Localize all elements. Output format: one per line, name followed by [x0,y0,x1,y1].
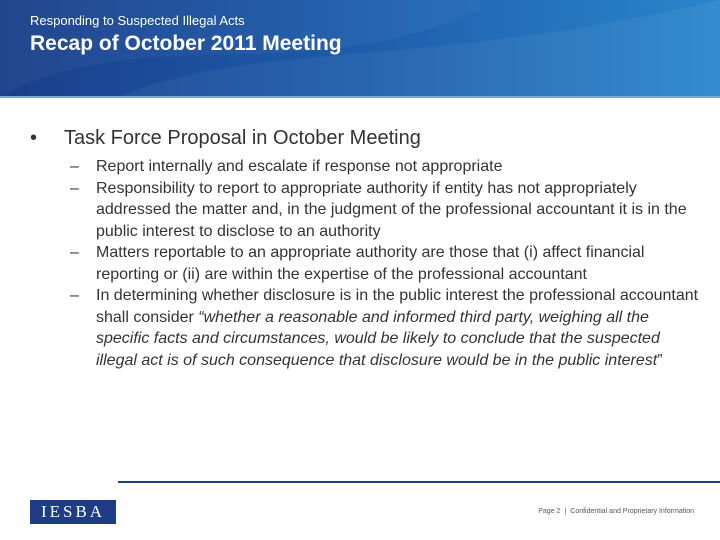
sub-bullet-list [30,156,700,371]
dash-icon: – [70,158,79,175]
list-item-text: In determining whether disclosure is in the public interest the professional accountant shall consider [96,287,699,326]
bullet-dot-icon: • [30,127,38,149]
footer-info [538,508,694,515]
main-bullet [30,124,700,152]
dash-icon: – [70,244,79,261]
list-item-text: Report internally and escalate if response not appropriate [96,158,503,175]
quoted-text: “whether a reasonable and informed third party, weighing all the specific facts and circumstances, would be likely to conclude that the suspected illegal act is of such consequence that disclosure would be in the public interest [96,308,660,369]
footer-divider [118,481,720,483]
slide-header [0,0,720,96]
list-item [30,156,700,178]
footer-separator: | [564,508,567,515]
confidential-notice: Confidential and Proprietary Information [570,508,694,515]
dash-icon: – [70,287,79,304]
list-item-text: Matters reportable to an appropriate authority are those that (i) affect financial reporting or (ii) are within the expertise of the professional accountant [96,244,645,283]
header-divider [0,96,720,98]
list-item [30,178,700,243]
page-title: Recap of October 2011 Meeting [30,32,342,55]
list-item [30,285,700,371]
header-subtitle: Responding to Suspected Illegal Acts [30,13,245,28]
iesba-logo: IESBA [30,500,116,524]
closing-quote: ” [657,351,663,369]
main-bullet-text: Task Force Proposal in October Meeting [64,127,421,149]
slide-body [30,124,700,371]
list-item-text: Responsibility to report to appropriate authority if entity has not appropriately addressed the matter and, in the judgment of the professional accountant it is in the public interest to disclose to an authority [96,179,687,240]
dash-icon: – [70,179,79,197]
list-item [30,242,700,285]
page-number: Page 2 [538,508,561,515]
